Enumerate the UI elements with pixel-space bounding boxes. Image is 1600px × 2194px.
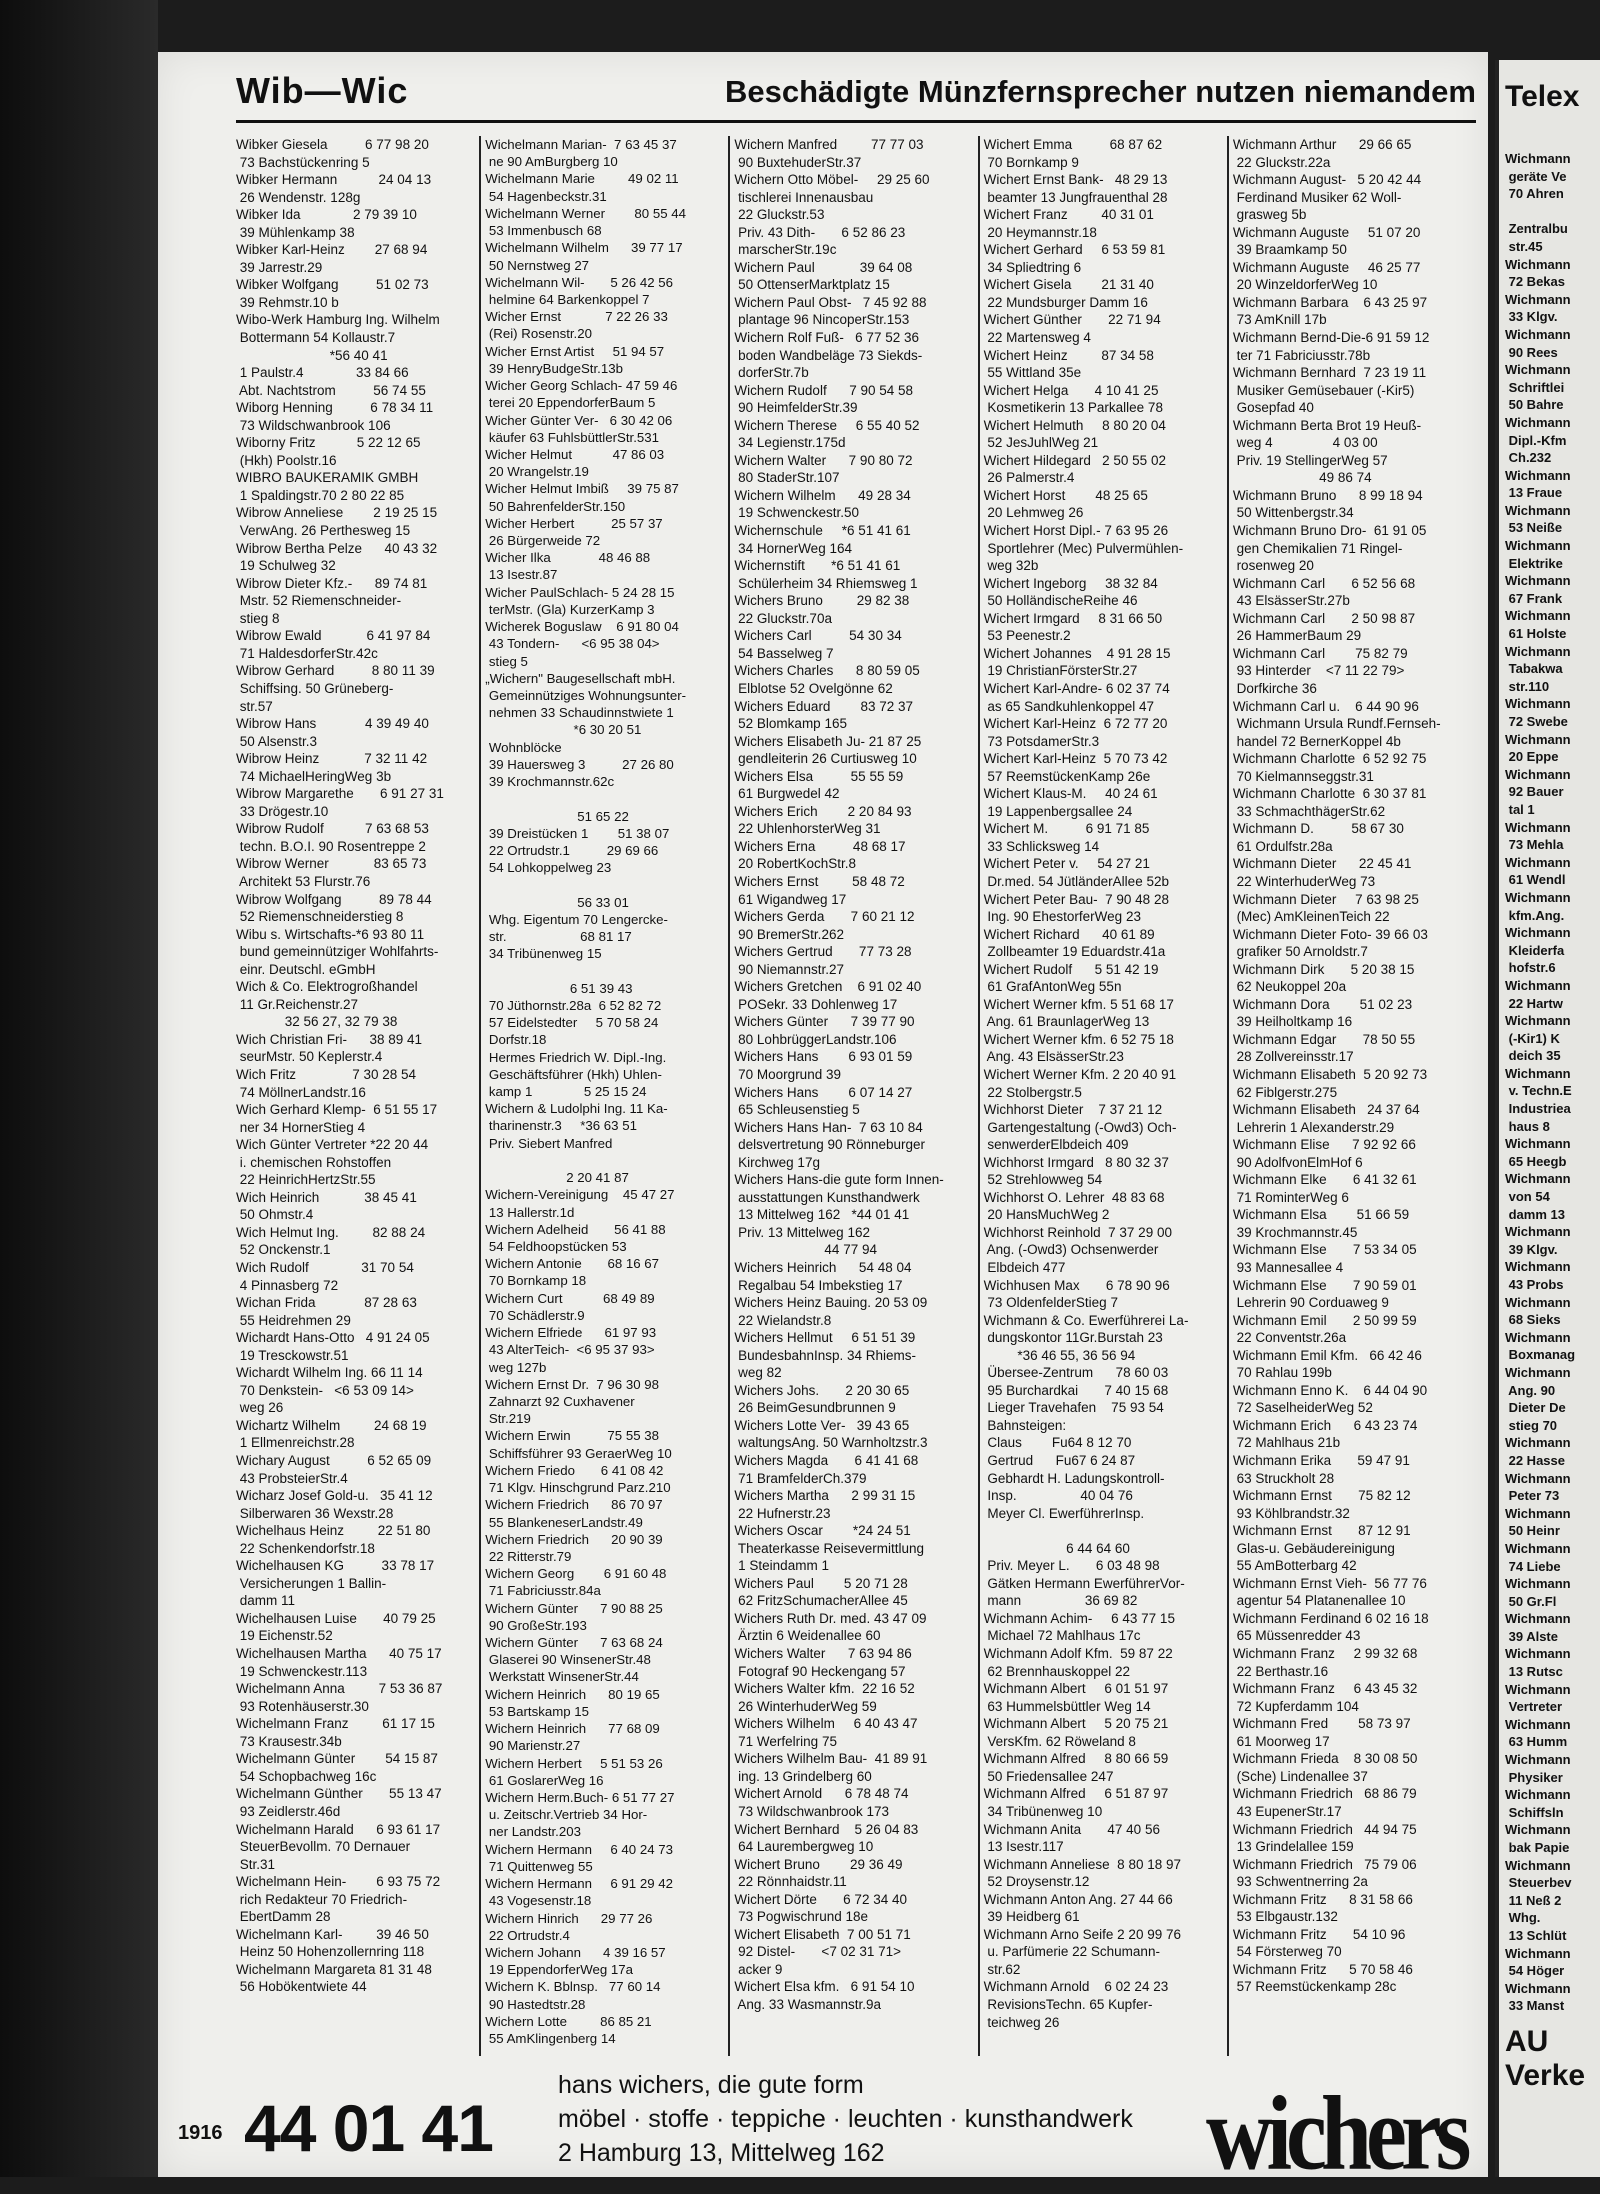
listing-entry: Wichern Hinrich 29 77 26 22 Ortrudstr.4 xyxy=(485,1910,653,1943)
listing-entry: Wichern Günter 7 90 88 25 90 GroßeStr.193 xyxy=(485,1600,663,1633)
listing-entry: Wichers Hans 6 07 14 27 65 Schleusenstieg 5 xyxy=(734,1084,913,1118)
listing-entry: WIBRO BAUKERAMIK GMBH 1 Spaldingstr.70 2 80 22 85 Wibrow Anneliese 2 19 25 15 VerwAng. 26 Perthesweg 15 xyxy=(236,470,438,539)
listing-entry: Wichmann Fritz 8 31 58 66 53 Elbgaustr.132 xyxy=(1232,1891,1413,1925)
listing-entry: Wibker Giesela 6 77 98 20 73 Bachstückenring 5 xyxy=(236,137,429,170)
listing-entry: Wichelmann Marian- 7 63 45 37 ne 90 AmBurgberg 10 xyxy=(485,137,677,170)
adjacent-page-header: Telex xyxy=(1505,80,1580,113)
listing-entry: Wichern Paul 39 64 08 50 OttenserMarktplatz 15 xyxy=(734,259,913,293)
listing-entry: Wichers Gertrud 77 73 28 90 Niemannstr.27 xyxy=(734,944,912,977)
listing-entry: Wichert Dörte 6 72 34 40 73 Pogwischrund 18e xyxy=(734,1891,907,1925)
listing-entry: Wichmann & Co. Ewerführerei La- dungskontor 11Gr.Burstah 23 *36 46 55, 36 56 94 Übersee-Zentrum 78 60 03 95 Burchardkai 7 40 15 68 Lieger Travehafen 75 93 54 Bahnsteigen: Claus Fu64 8 12 70 Gertrud Fu67 6 24 87 Gebhardt H. Ladungskontroll- Insp. 40 04 76 Meyer Cl. EwerführerInsp. 6 44 64 60 Priv. Meyer L. 6 03 48 98 Gätken Hermann EwerführerVor- mann 36 69 82 xyxy=(983,1312,1189,1609)
listing-entry: Wichers Wilhelm 6 40 43 47 71 Werfelring 75 xyxy=(734,1716,918,1749)
listing-entry: Wichern Georg 6 91 60 48 71 Fabriciusstr.84a xyxy=(485,1566,667,1599)
listing-entry: Wichelmann Margareta 81 31 48 56 Hobökentwiete 44 xyxy=(236,1961,432,1995)
adjacent-page-footer: AU Verke xyxy=(1505,2025,1586,2092)
listing-entry: Wichers Paul 5 20 71 28 62 FritzSchumacherAllee 45 xyxy=(734,1575,908,1609)
ad-text xyxy=(558,2068,1133,2170)
listing-entry: Wichert Helga 4 10 41 25 Kosmetikerin 13 Parkallee 78 xyxy=(983,382,1163,416)
listing-entry: Wichmann Dieter Foto- 39 66 03 grafiker 50 Arnoldstr.7 xyxy=(1232,926,1428,960)
listing-entry: Wichelhausen KG 33 78 17 Versicherungen 1 Ballin- damm 11 xyxy=(236,1558,435,1609)
listing-entry: Wichern Walter 7 90 80 72 80 StaderStr.107 xyxy=(734,452,913,486)
listing-entry: Wichers Elisabeth Ju- 21 87 25 gendleiterin 26 Curtiusweg 10 xyxy=(734,733,922,767)
listing-entry: Wichmann Franz 6 43 45 32 72 Kupferdamm 104 xyxy=(1232,1681,1418,1714)
listing-entry: Wichelhausen Luise 40 79 25 19 Eichenstr.52 xyxy=(236,1610,436,1644)
listing-entry: Wichelmann Karl- 39 46 50 Heinz 50 Hohenzollernring 118 xyxy=(236,1926,429,1960)
listing-entry: Wich Fritz 7 30 28 54 74 MöllnerLandstr.16 xyxy=(236,1066,417,1100)
listing-entry: Wichhorst O. Lehrer 48 83 68 20 HansMuchWeg 2 xyxy=(983,1189,1165,1223)
listing-entry: Wichmann Fritz 54 10 96 54 Försterweg 70 xyxy=(1232,1926,1406,1960)
listing-entry: Wichernstift *6 51 41 61 Schülerheim 34 Rhiemsweg 1 xyxy=(734,558,918,591)
listing-entry: Wichert Gerhard 6 53 59 81 34 Spliedtring 6 xyxy=(983,242,1166,275)
listing-entry: Wichelmann Werner 80 55 44 53 Immenbusch 68 xyxy=(485,205,687,239)
listing-entry: Wichmann Else 7 53 34 05 93 Mannesallee 4 xyxy=(1232,1242,1417,1275)
listing-entry: Wichern Herbert 5 51 53 26 61 GoslarerWeg 16 xyxy=(485,1755,663,1788)
listing-column-4 xyxy=(978,136,1227,2056)
listing-entry: Wibrow Heinz 7 32 11 42 74 MichaelHeringWeg 3b xyxy=(236,751,428,784)
listing-entry: Wich Heinrich 38 45 41 50 Ohmstr.4 xyxy=(236,1189,417,1223)
listing-entry: Wibrow Werner 83 65 73 Architekt 53 Flurstr.76 xyxy=(236,856,427,889)
listing-entry: Wichmann Erika 59 47 91 63 Struckholt 28 xyxy=(1232,1453,1410,1486)
page-number: 1916 xyxy=(178,2122,223,2144)
listing-entry: Wichert Rudolf 5 51 42 19 61 GrafAntonWeg 55n xyxy=(983,961,1159,995)
listing-entry: Wichmann Friedrich 68 86 79 43 EupenerStr.17 xyxy=(1232,1786,1417,1819)
listing-entry: Wichers Erich 2 20 84 93 22 UhlenhorsterWeg 31 xyxy=(734,803,912,837)
listing-entry: Wichmann Anneliese 8 80 18 97 52 Droysenstr.12 xyxy=(983,1856,1181,1890)
listing-entry: Wicher PaulSchlach- 5 24 28 15 terMstr. (Gla) KurzerKamp 3 xyxy=(485,584,675,617)
listing-entry: Wicharz Josef Gold-u. 35 41 12 Silberwaren 36 Wexstr.28 xyxy=(236,1488,433,1521)
listing-entry: Wicher Ilka 48 46 88 13 Isestr.87 xyxy=(485,550,651,583)
listing-entry: Wichmann Auguste 46 25 77 20 WinzeldorferWeg 10 xyxy=(1232,259,1421,293)
listing-entry: Wichhorst Reinhold 7 37 29 00 Ang. (-Owd3) Ochsenwerder Elbdeich 477 xyxy=(983,1224,1172,1275)
listing-entry: Wichert Arnold 6 78 48 74 73 Wildschwanbrook 173 xyxy=(734,1786,909,1819)
listing-entry: Wichmann Franz 2 99 32 68 22 Berthastr.16 xyxy=(1232,1646,1418,1679)
listing-entry: Wicher Herbert 25 57 37 26 Bürgerweide 72 xyxy=(485,515,663,549)
listing-entry: Wichmann Arno Seife 2 20 99 76 u. Parfümerie 22 Schumann- str.62 xyxy=(983,1926,1181,1977)
listing-entry: Wichmann Arthur 29 66 65 22 Gluckstr.22a xyxy=(1232,137,1412,170)
listing-entry: Wichers Günter 7 39 77 90 80 LohbrüggerLandstr.106 xyxy=(734,1014,915,1047)
listing-column-5 xyxy=(1227,136,1476,2056)
listing-entry: Wibrow Gerhard 8 80 11 39 Schiffsing. 50 Grüneberg- str.57 xyxy=(236,663,435,714)
listing-entry: Wichern Ernst Dr. 7 96 30 98 Zahnarzt 92 Cuxhavener Str.219 xyxy=(485,1376,660,1427)
listing-entry: Wichelmann Anna 7 53 36 87 93 Rotenhäuserstr.30 xyxy=(236,1681,443,1714)
listing-entry: Wich Günter Vertreter *22 20 44 i. chemischen Rohstoffen 22 HeinrichHertzStr.55 xyxy=(236,1137,429,1188)
listing-entry: Wichert Franz 40 31 01 20 Heymannstr.18 xyxy=(983,207,1154,240)
listing-entry: Wichmann Carl 75 82 79 93 Hinterder <7 11 22 79> Dorfkirche 36 xyxy=(1232,645,1408,696)
listing-entry: Wichmann Ernst 75 82 12 93 Köhlbrandstr.32 xyxy=(1232,1488,1411,1521)
listing-entry: Wichmann Alfred 6 51 87 97 34 Tribünenweg 10 xyxy=(983,1786,1169,1819)
listing-entry: Wichmann Elisabeth 24 37 64 Lehrerin 1 Alexanderstr.29 xyxy=(1232,1102,1420,1135)
listing-entry: „Wichern" Baugesellschaft mbH. Gemeinnütziges Wohnungsunter- nehmen 33 Schaudinnstwiete 1 *6 30 20 51 Wohnblöcke 39 Hauersweg 3 27 26 80 39 Krochmannstr.62c 51 65 22 39 Dreistücken 1 51 38 07 22 Ortrudstr.1 29 69 66 54 Lohkoppelweg 23 56 33 01 Whg. Eigentum 70 Lengercke- str. 68 81 17 34 Tribünenweg 15 6 51 39 43 70 Jüthornstr.28a 6 52 82 72 57 Eidelstedter 5 70 58 24 Dorfstr.18 Hermes Friedrich W. Dipl.-Ing. Geschäftsführer (Hkh) Uhlen- kamp 1 5 25 15 24 xyxy=(485,670,687,1100)
listing-entry: Wichern Lotte 86 85 21 55 AmKlingenberg 14 xyxy=(485,2013,652,2047)
listing-entry: Wichers Wilhelm Bau- 41 89 91 ing. 13 Grindelberg 60 xyxy=(734,1751,928,1784)
listing-entry: Wichers Gretchen 6 91 02 40 POSekr. 33 Dohlenweg 17 xyxy=(734,979,922,1012)
listing-entry: Wichert Ernst Bank- 48 29 13 beamter 13 Jungfrauenthal 28 xyxy=(983,172,1168,205)
listing-entry: Wichers Elsa 55 55 59 61 Burgwedel 42 xyxy=(734,768,904,802)
listing-entry: Wichern Friedrich 86 70 97 55 BlankeneserLandstr.49 xyxy=(485,1497,663,1530)
listing-column-1 xyxy=(236,136,479,2056)
listing-entry: Wibu s. Wirtschafts-*6 93 80 11 bund gemeinnütziger Wohlfahrts- einr. Deutschl. eGmbH xyxy=(236,926,439,977)
listing-entry: Wichers Ruth Dr. med. 43 47 09 Ärztin 6 Weidenallee 60 xyxy=(734,1610,927,1644)
listing-entry: Wichern Manfred 77 77 03 90 BuxtehuderStr.37 xyxy=(734,137,924,170)
listing-entry: Wichert Hildegard 2 50 55 02 26 Palmerstr.4 xyxy=(983,452,1166,486)
listing-entry: Wichers Magda 6 41 41 68 71 BramfelderCh.379 xyxy=(734,1453,919,1486)
listing-entry: Wibrow Ewald 6 41 97 84 71 HaldesdorferStr.42c xyxy=(236,628,431,661)
listing-entry: Wichert Elsa kfm. 6 91 54 10 Ang. 33 Wasmannstr.9a xyxy=(734,1979,915,2012)
listing-entry: Wibrow Bertha Pelze 40 43 32 19 Schulweg 32 xyxy=(236,540,438,574)
listing-entry: Wichmann Elise 7 92 92 66 90 AdolfvonElmHof 6 xyxy=(1232,1137,1416,1170)
listing-entry: Wichert Karl-Heinz 6 72 77 20 73 PotsdamerStr.3 xyxy=(983,716,1168,749)
listing-entry: Wichmann Barbara 6 43 25 97 73 AmKnill 17b xyxy=(1232,294,1428,328)
listing-entry: Wichert Horst Dipl.- 7 63 95 26 Sportlehrer (Mec) Pulvermühlen- weg 32b xyxy=(983,523,1184,574)
listing-entry: Wichmann Erich 6 43 23 74 72 Mahlhaus 21b xyxy=(1232,1417,1418,1451)
listing-entry: Wichern Johann 4 39 16 57 19 EppendorferWeg 17a xyxy=(485,1944,666,1978)
listing-entry: Wichmann Bruno Dro- 61 91 05 gen Chemikalien 71 Ringel- rosenweg 20 xyxy=(1232,523,1427,574)
listing-entry: Wicher Ernst Artist 51 94 57 39 HenryBudgeStr.13b xyxy=(485,343,665,376)
listing-entry: Wichmann Adolf Kfm. 59 87 22 62 Brennhauskoppel 22 xyxy=(983,1646,1173,1679)
page-header xyxy=(236,70,1476,120)
listing-entry: Wichers Johs. 2 20 30 65 26 BeimGesundbrunnen 9 xyxy=(734,1382,910,1416)
listing-entry: Wicher Ernst 7 22 26 33 (Rei) Rosenstr.20 xyxy=(485,309,668,342)
listing-column-2 xyxy=(479,136,728,2056)
listing-entry: Wichmann Charlotte 6 52 92 75 70 Kielmannseggstr.31 xyxy=(1232,751,1427,784)
listing-entry: Wichers Oscar *24 24 51 Theaterkasse Reisevermittlung 1 Steindamm 1 xyxy=(734,1523,924,1574)
listing-entry: Wichmann August- 5 20 42 44 Ferdinand Musiker 62 Woll- grasweg 5b xyxy=(1232,172,1422,223)
ad-line-1: hans wichers, die gute form xyxy=(558,2071,864,2099)
listing-entry: Wichmann Achim- 6 43 77 15 Michael 72 Mahlhaus 17c xyxy=(983,1610,1175,1644)
listing-entry: Wichmann Frieda 8 30 08 50 (Sche) Lindenallee 37 xyxy=(1232,1751,1418,1784)
listing-entry: Wichern Hermann 6 40 24 73 71 Quittenweg 55 xyxy=(485,1841,674,1874)
listing-entry: Wichmann Fred 58 73 97 61 Moorweg 17 xyxy=(1232,1716,1411,1749)
listing-entry: Wichmann Carl 2 50 98 87 26 HammerBaum 29 xyxy=(1232,610,1416,644)
listing-entry: Wichert Werner kfm. 6 52 75 18 Ang. 43 ElsässerStr.23 xyxy=(983,1031,1174,1065)
listing-entry: Wibrow Rudolf 7 63 68 53 techn. B.O.I. 90 Rosentreppe 2 xyxy=(236,821,429,854)
listing-entry: Wichernschule *6 51 41 61 34 HornerWeg 164 xyxy=(734,523,911,556)
listing-entry: Wichert M. 6 91 71 85 33 Schlicksweg 14 xyxy=(983,821,1150,854)
adjacent-page xyxy=(1495,60,1600,2177)
listing-entry: Wichern Günter 7 63 68 24 Glaserei 90 WinsenerStr.48 Werkstatt WinsenerStr.44 xyxy=(485,1635,663,1685)
listing-entry: Wichmann Carl u. 6 44 90 96 Wichmann Ursula Rundf.Fernseh- handel 72 BernerKoppel 4b xyxy=(1232,698,1441,749)
listing-entry: Wichern Curt 68 49 89 70 Schädlerstr.9 xyxy=(485,1290,655,1323)
listing-entry: Wichmann Friedrich 44 94 75 13 Grindelallee 159 xyxy=(1232,1821,1417,1855)
listing-entry: Wichert Helmuth 8 80 20 04 52 JesJuhlWeg 21 xyxy=(983,417,1166,451)
listing-entry: Wichert Werner kfm. 5 51 68 17 Ang. 61 BraunlagerWeg 13 xyxy=(983,996,1174,1030)
listing-entry: Wichmann Albert 5 20 75 21 VersKfm. 62 Röweland 8 xyxy=(983,1716,1169,1749)
listing-columns xyxy=(236,136,1476,2056)
listing-entry: Wichert Karl-Andre- 6 02 37 74 as 65 Sandkuhlenkoppel 47 xyxy=(983,680,1170,714)
listing-entry: Wichmann Carl 6 52 56 68 43 ElsässerStr.27b xyxy=(1232,575,1416,609)
listing-entry: Wichern Hermann 6 91 29 42 43 Vogesenstr.18 xyxy=(485,1876,674,1909)
listing-entry: Wich Gerhard Klemp- 6 51 55 17 ner 34 HornerStieg 4 xyxy=(236,1102,438,1135)
listing-entry: Wichmann Elke 6 41 32 61 71 RominterWeg 6 xyxy=(1232,1172,1417,1205)
listing-entry: Wichmann Berta Brot 19 Heuß- weg 4 4 03 00 Priv. 19 StellingerWeg 57 49 86 74 xyxy=(1232,417,1422,486)
listing-entry: Wichmann Dirk 5 20 38 15 62 Neukoppel 20a xyxy=(1232,961,1415,995)
listing-entry: Wichmann Ferdinand 6 02 16 18 65 Müssenredder 43 xyxy=(1232,1610,1429,1644)
listing-entry: Wich Rudolf 31 70 54 4 Pinnasberg 72 xyxy=(236,1260,414,1293)
listing-entry: Wibker Karl-Heinz 27 68 94 39 Jarrestr.29 xyxy=(236,242,428,275)
listing-entry: Wicher Georg Schlach- 47 59 46 terei 20 EppendorferBaum 5 xyxy=(485,378,678,411)
listing-entry: Wichmann Emil Kfm. 66 42 46 70 Rahlau 199b xyxy=(1232,1347,1422,1381)
listing-entry: Wichmann Emil 2 50 99 59 22 Conventstr.26a xyxy=(1232,1312,1417,1346)
listing-entry: Wichary August 6 52 65 09 43 ProbsteierStr.4 xyxy=(236,1453,432,1486)
listing-entry: Wichelmann Wilhelm 39 77 17 50 Nernstweg 27 xyxy=(485,240,683,273)
listing-entry: Wichert Peter Bau- 7 90 48 28 Ing. 90 EhestorferWeg 23 xyxy=(983,891,1169,925)
listing-entry: Wichert Richard 40 61 89 Zollbeamter 19 Eduardstr.41a xyxy=(983,926,1166,960)
listing-entry: Wichert Ingeborg 38 32 84 50 HolländischeReihe 46 xyxy=(983,575,1158,609)
listing-entry: Wichelmann Wil- 5 26 42 56 helmine 64 Barkenkoppel 7 xyxy=(485,274,673,307)
adjacent-page-text: Wichmann geräte Ve 70 Ahren Zentralbu str.45 Wichmann 72 Bekas Wichmann 33 Klgv. Wichmann 90 Rees Wichmann Schriftlei 50 Bahre Wichmann Dipl.-Kfm Ch.232 Wichmann 13 Fraue Wichmann 53 Neiße Wichmann Elektrike Wichmann 67 Frank Wichmann 61 Holste Wichmann Tabakwa str.110 Wichmann 72 Swebe Wichmann 20 Eppe Wichmann 92 Bauer tal 1 Wichmann 73 Mehla Wichmann 61 Wendl Wichmann kfm.Ang. Wichmann Kleiderfa hofstr.6 Wichmann 22 Hartw Wichmann (-Kir1) K deich 35 Wichmann v. Techn.E Industriea haus 8 Wichmann 65 Heegb Wichmann von 54 damm 13 Wichmann 39 Klgv. Wichmann 43 Probs Wichmann 68 Sieks Wichmann Boxmanag Wichmann Ang. 90 Dieter De stieg 70 Wichmann 22 Hasse Wichmann Peter 73 Wichmann 50 Heinr Wichmann 74 Liebe Wichmann 50 Gr.Fl Wichmann 39 Alste Wichmann 13 Rutsc Wichmann Vertreter Wichmann 63 Humm Wichmann Physiker Wichmann Schiffsln Wichmann bak Papie Wichmann Steuerbev 11 Neß 2 Whg. 13 Schlüt Wichmann 54 Höger Wichmann 33 Manst xyxy=(1505,151,1576,2014)
listing-entry: Wichmann Arnold 6 02 24 23 RevisionsTechn. 65 Kupfer- teichweg 26 xyxy=(983,1979,1169,2030)
listing-entry: Wichhusen Max 6 78 90 96 73 OldenfelderStieg 7 xyxy=(983,1277,1170,1311)
listing-entry: Wichern-Vereinigung 45 47 27 13 Hallerstr.1d xyxy=(485,1187,675,1220)
listing-entry: Wichern Elfriede 61 97 93 43 AlterTeich- <6 95 37 93> weg 127b xyxy=(485,1325,657,1375)
listing-entry: Wichert Gisela 21 31 40 22 Mundsburger Damm 16 xyxy=(983,277,1154,310)
listing-entry: Wichers Hellmut 6 51 51 39 BundesbahnInsp. 34 Rhiems- weg 82 xyxy=(734,1330,917,1381)
listing-entry: Wichers Gerda 7 60 21 12 90 BremerStr.262 xyxy=(734,909,915,942)
listing-entry: Wichers Ernst 58 48 72 61 Wigandweg 17 xyxy=(734,873,905,907)
listing-entry: Wibrow Wolfgang 89 78 44 52 Riemenschneiderstieg 8 xyxy=(236,891,432,925)
header-rule xyxy=(236,120,1476,123)
listing-entry: Wibker Hermann 24 04 13 26 Wendenstr. 128g xyxy=(236,172,432,205)
listing-entry: Wibrow Margarethe 6 91 27 31 33 Drögestr.10 xyxy=(236,786,444,819)
header-name-range: Wib—Wic xyxy=(236,70,409,111)
listing-entry: Wichhorst Irmgard 8 80 32 37 52 Strehlowweg 54 xyxy=(983,1154,1169,1188)
listing-entry: Wich & Co. Elektrogroßhandel 11 Gr.Reichenstr.27 32 56 27, 32 79 38 xyxy=(236,979,418,1030)
listing-entry: Wichmann Fritz 5 70 58 46 57 Reemstückenkamp 28c xyxy=(1232,1961,1413,1995)
listing-entry: Wichern Heinrich 77 68 09 90 Marienstr.27 xyxy=(485,1721,660,1754)
listing-entry: Wiborg Henning 6 78 34 11 73 Wildschwanbrook 106 xyxy=(236,400,434,433)
listing-entry: Wichmann Friedrich 75 79 06 93 Schwentnerring 2a xyxy=(1232,1856,1417,1890)
listing-entry: Wichmann Elisabeth 5 20 92 73 62 Fiblgerstr.275 xyxy=(1232,1066,1428,1100)
listing-entry: Wichers Hans Han- 7 63 10 84 delsvertretung 90 Rönneburger Kirchweg 17g xyxy=(734,1119,926,1170)
listing-entry: Wicherek Boguslaw 6 91 80 04 43 Tondern- <6 95 38 04> stieg 5 xyxy=(485,619,679,669)
listing-entry: Wichern Otto Möbel- 29 25 60 tischlerei Innenausbau 22 Gluckstr.53 Priv. 43 Dith- 6 52 86 23 marscherStr.19c xyxy=(734,172,930,258)
listing-entry: Wichern Therese 6 55 40 52 34 Legienstr.175d xyxy=(734,417,920,451)
listing-entry: Wibo-Werk Hamburg Ing. Wilhelm Bottermann 54 Kollaustr.7 *56 40 41 1 Paulstr.4 33 84 66 Abt. Nachtstrom 56 74 55 xyxy=(236,312,440,398)
listing-entry: Wibrow Dieter Kfz.- 89 74 81 Mstr. 52 Riemenschneider- stieg 8 xyxy=(236,575,428,626)
listing-entry: Wichers Eduard 83 72 37 52 Blomkamp 165 xyxy=(734,698,913,732)
listing-entry: Wichers Charles 8 80 59 05 Elblotse 52 Ovelgönne 62 xyxy=(734,663,920,696)
listing-entry: Wichmann Ernst 87 12 91 Glas-u. Gebäudereinigung 55 AmBotterbarg 42 xyxy=(1232,1523,1411,1574)
ad-line-3: 2 Hamburg 13, Mittelweg 162 xyxy=(558,2139,885,2167)
listing-entry: Wichers Walter 7 63 94 86 Fotograf 90 Heckengang 57 xyxy=(734,1646,912,1679)
directory-page xyxy=(158,52,1488,2192)
listing-entry: Wichert Elisabeth 7 00 51 71 92 Distel- <7 02 31 71> acker 9 xyxy=(734,1926,911,1977)
listing-column-3 xyxy=(728,136,977,2056)
listing-entry: Wiborny Fritz 5 22 12 65 (Hkh) Poolstr.16 xyxy=(236,435,421,468)
listing-entry: Wichardt Wilhelm Ing. 66 11 14 70 Denkstein- <6 53 09 14> weg 26 xyxy=(236,1365,423,1416)
listing-entry: Wichmann Else 7 90 59 01 Lehrerin 90 Corduaweg 9 xyxy=(1232,1277,1417,1311)
listing-entry: Wichmann Edgar 78 50 55 28 Zollvereinsstr.17 xyxy=(1232,1031,1416,1065)
listing-entry: Wichers Walter kfm. 22 16 52 26 WinterhuderWeg 59 xyxy=(734,1681,915,1714)
listing-entry: Wichmann Auguste 51 07 20 39 Braamkamp 50 xyxy=(1232,224,1421,258)
listing-entry: Wichern Adelheid 56 41 88 54 Feldhoopstücken 53 xyxy=(485,1221,666,1254)
listing-entry: Wichmann Ernst Vieh- 56 77 76 agentur 54 Platanenallee 10 xyxy=(1232,1575,1427,1609)
listing-entry: Wichern Wilhelm 49 28 34 19 Schwenckestr.50 xyxy=(734,487,911,521)
listing-entry: Wichern K. Bblnsp. 77 60 14 90 Hastedtstr.28 xyxy=(485,1979,661,2012)
listing-entry: Wichert Irmgard 8 31 66 50 53 Peenestr.2 xyxy=(983,610,1163,644)
listing-entry: Wichers Erna 48 68 17 20 RobertKochStr.8 xyxy=(734,838,906,872)
listing-entry: Wichmann Charlotte 6 30 37 81 33 SchmachthägerStr.62 xyxy=(1232,786,1427,819)
listing-entry: Wichern Paul Obst- 7 45 92 88 plantage 96 NincoperStr.153 xyxy=(734,294,927,328)
listing-entry: Wichert Heinz 87 34 58 55 Wittland 35e xyxy=(983,347,1154,381)
listing-entry: Wichert Karl-Heinz 5 70 73 42 57 ReemstückenKamp 26e xyxy=(983,751,1168,784)
listing-entry: Wichmann D. 58 67 30 61 Ordulfstr.28a xyxy=(1232,821,1404,854)
listing-entry: Wichern Rolf Fuß- 6 77 52 36 boden Wandbeläge 73 Siekds- dorferStr.7b xyxy=(734,330,923,381)
listing-entry: Wichelmann Günter 54 15 87 54 Schopbachweg 16c xyxy=(236,1751,438,1784)
listing-entry: Wichhorst Dieter 7 37 21 12 Gartengestaltung (-Owd3) Och- senwerderElbdeich 409 xyxy=(983,1102,1177,1153)
listing-entry: Wichert Werner Kfm. 2 20 40 91 22 Stolbergstr.5 xyxy=(983,1066,1177,1100)
listing-entry: Wichelmann Marie 49 02 11 54 Hagenbeckstr.31 xyxy=(485,171,679,204)
listing-entry: Wichmann Dieter 22 45 41 22 WinterhuderWeg 73 xyxy=(1232,856,1412,889)
listing-entry: Wichert Horst 48 25 65 20 Lehmweg 26 xyxy=(983,487,1148,521)
listing-entry: Wichmann Bernhard 7 23 19 11 Musiker Gemüsebauer (-Kir5) Gosepfad 40 xyxy=(1232,365,1427,416)
listing-entry: Wichelmann Harald 6 93 61 17 SteuerBevollm. 70 Dernauer Str.31 xyxy=(236,1821,441,1872)
listing-entry: Wichmann Bruno 8 99 18 94 50 Wittenbergstr.34 xyxy=(1232,487,1423,521)
listing-entry: Wichert Peter v. 54 27 21 Dr.med. 54 JütländerAllee 52b xyxy=(983,856,1169,889)
listing-entry: Wichern Erwin 75 55 38 Schiffsführer 93 GeraerWeg 10 xyxy=(485,1428,672,1461)
book-gutter-shadow xyxy=(0,0,158,2177)
header-slogan: Beschädigte Münzfernsprecher nutzen niemandem xyxy=(724,74,1476,109)
ad-phone-number: 44 01 41 xyxy=(244,2091,493,2165)
listing-entry: Wichelmann Günther 55 13 47 93 Zeidlerstr.46d xyxy=(236,1786,442,1819)
listing-entry: Wichern Heinrich 80 19 65 53 Bartskamp 15 xyxy=(485,1686,660,1719)
listing-entry: Wichartz Wilhelm 24 68 19 1 Ellmenreichstr.28 xyxy=(236,1417,427,1451)
listing-entry: Wichmann Dieter 7 63 98 25 (Mec) AmKleinenTeich 22 xyxy=(1232,891,1419,925)
listing-entry: Wichers Martha 2 99 31 15 22 Hufnerstr.23 xyxy=(734,1488,916,1521)
listing-entry: Wichmann Alfred 8 80 66 59 50 Friedensallee 247 xyxy=(983,1751,1169,1784)
listing-entry: Wicher Helmut 47 86 03 20 Wrangelstr.19 xyxy=(485,446,665,480)
listing-entry: Wibker Ida 2 79 39 10 39 Mühlenkamp 38 xyxy=(236,207,417,240)
listing-entry: Wichern Herm.Buch- 6 51 77 27 u. Zeitschr.Vertrieb 34 Hor- ner Landstr.203 xyxy=(485,1790,675,1840)
listing-entry: Wichert Günther 22 71 94 22 Martensweg 4 xyxy=(983,312,1161,346)
listing-entry: Wichern Friedrich 20 90 39 22 Ritterstr.79 xyxy=(485,1531,663,1564)
listing-entry: Wichmann Anita 47 40 56 13 Isestr.117 xyxy=(983,1821,1160,1855)
ad-line-2: möbel · stoffe · teppiche · leuchten · kunsthandwerk xyxy=(558,2105,1133,2133)
listing-entry: Wichers Hans-die gute form Innen- ausstattungen Kunsthandwerk 13 Mittelweg 162 *44 01 41 Priv. 13 Mittelweg 162 44 77 94 xyxy=(734,1172,944,1258)
listing-entry: Wichern Friedo 6 41 08 42 71 Klgv. Hinschgrund Parz.210 xyxy=(485,1462,671,1496)
listing-entry: Wibker Wolfgang 51 02 73 39 Rehmstr.10 b xyxy=(236,277,429,310)
listing-entry: Wichers Carl 54 30 34 54 Basselweg 7 xyxy=(734,628,902,661)
listing-entry: Wichmann Bernd-Die-6 91 59 12 ter 71 Fabriciusstr.78b xyxy=(1232,330,1430,363)
listing-entry: Wich Helmut Ing. 82 88 24 52 Onckenstr.1 xyxy=(236,1224,426,1258)
listing-entry: Wichardt Hans-Otto 4 91 24 05 19 Tresckowstr.51 xyxy=(236,1330,430,1363)
wichers-logo: wichers xyxy=(1206,2074,1466,2192)
listing-entry: Wichert Emma 68 87 62 70 Bornkamp 9 xyxy=(983,137,1163,170)
listing-entry: Wichers Bruno 29 82 38 22 Gluckstr.70a xyxy=(734,593,910,626)
listing-entry: Wichern Antonie 68 16 67 70 Bornkamp 18 xyxy=(485,1256,660,1289)
listing-entry: Wichan Frida 87 28 63 55 Heidrehmen 29 xyxy=(236,1295,417,1328)
listing-entry: Wichmann Anton Ang. 27 44 66 39 Heidberg 61 xyxy=(983,1891,1173,1925)
listing-entry: Wichers Lotte Ver- 39 43 65 waltungsAng. 50 Warnholtzstr.3 xyxy=(734,1417,928,1451)
listing-entry: Wichern Rudolf 7 90 54 58 90 HeimfelderStr.39 xyxy=(734,382,914,416)
listing-entry: Wichers Heinrich 54 48 04 Regalbau 54 Imbekstieg 17 xyxy=(734,1260,912,1293)
listing-entry: Wichert Bruno 29 36 49 22 Rönnhaidstr.11 xyxy=(734,1856,903,1890)
listing-entry: Wichert Johannes 4 91 28 15 19 ChristianFörsterStr.27 xyxy=(983,645,1171,679)
listing-entry: Wichelmann Franz 61 17 15 73 Krausestr.34b xyxy=(236,1716,435,1749)
listing-entry: Wicher Günter Ver- 6 30 42 06 käufer 63 FuhlsbüttlerStr.531 xyxy=(485,412,673,445)
listing-entry: Wich Christian Fri- 38 89 41 seurMstr. 50 Keplerstr.4 xyxy=(236,1031,423,1065)
advertisement-footer xyxy=(158,2062,1488,2192)
listing-entry: Wichelmann Hein- 6 93 75 72 rich Redakteur 70 Friedrich- EbertDamm 28 xyxy=(236,1874,441,1925)
listing-entry: Wicher Helmut Imbiß 39 75 87 50 BahrenfelderStr.150 xyxy=(485,481,679,514)
listing-entry: Wichmann Elsa 51 66 59 39 Krochmannstr.45 xyxy=(1232,1207,1410,1240)
listing-entry: Wichert Bernhard 5 26 04 83 64 Laurembergweg 10 xyxy=(734,1821,919,1855)
listing-entry: Wichmann Enno K. 6 44 04 90 72 SaselheiderWeg 52 xyxy=(1232,1382,1428,1416)
listing-entry: Wichers Hans 6 93 01 59 70 Moorgrund 39 xyxy=(734,1049,913,1082)
listing-entry: Wichelhaus Heinz 22 51 80 22 Schenkendorfstr.18 xyxy=(236,1523,431,1556)
listing-entry: Wichmann Dora 51 02 23 39 Heilholtkamp 16 xyxy=(1232,996,1413,1030)
listing-entry: Wichelhausen Martha 40 75 17 19 Schwenckestr.113 xyxy=(236,1646,442,1679)
listing-entry: Wichern & Ludolphi Ing. 11 Ka- tharinenstr.3 *36 63 51 Priv. Siebert Manfred 2 20 41 87 xyxy=(485,1101,668,1186)
listing-entry: Wichers Heinz Bauing. 20 53 09 22 Wielandstr.8 xyxy=(734,1295,928,1328)
listing-entry: Wibrow Hans 4 39 49 40 50 Alsenstr.3 xyxy=(236,716,429,749)
listing-entry: Wichert Klaus-M. 40 24 61 19 Lappenbergsallee 24 xyxy=(983,786,1158,819)
listing-entry: Wichmann Albert 6 01 51 97 63 Hummelsbüttler Weg 14 xyxy=(983,1681,1169,1714)
